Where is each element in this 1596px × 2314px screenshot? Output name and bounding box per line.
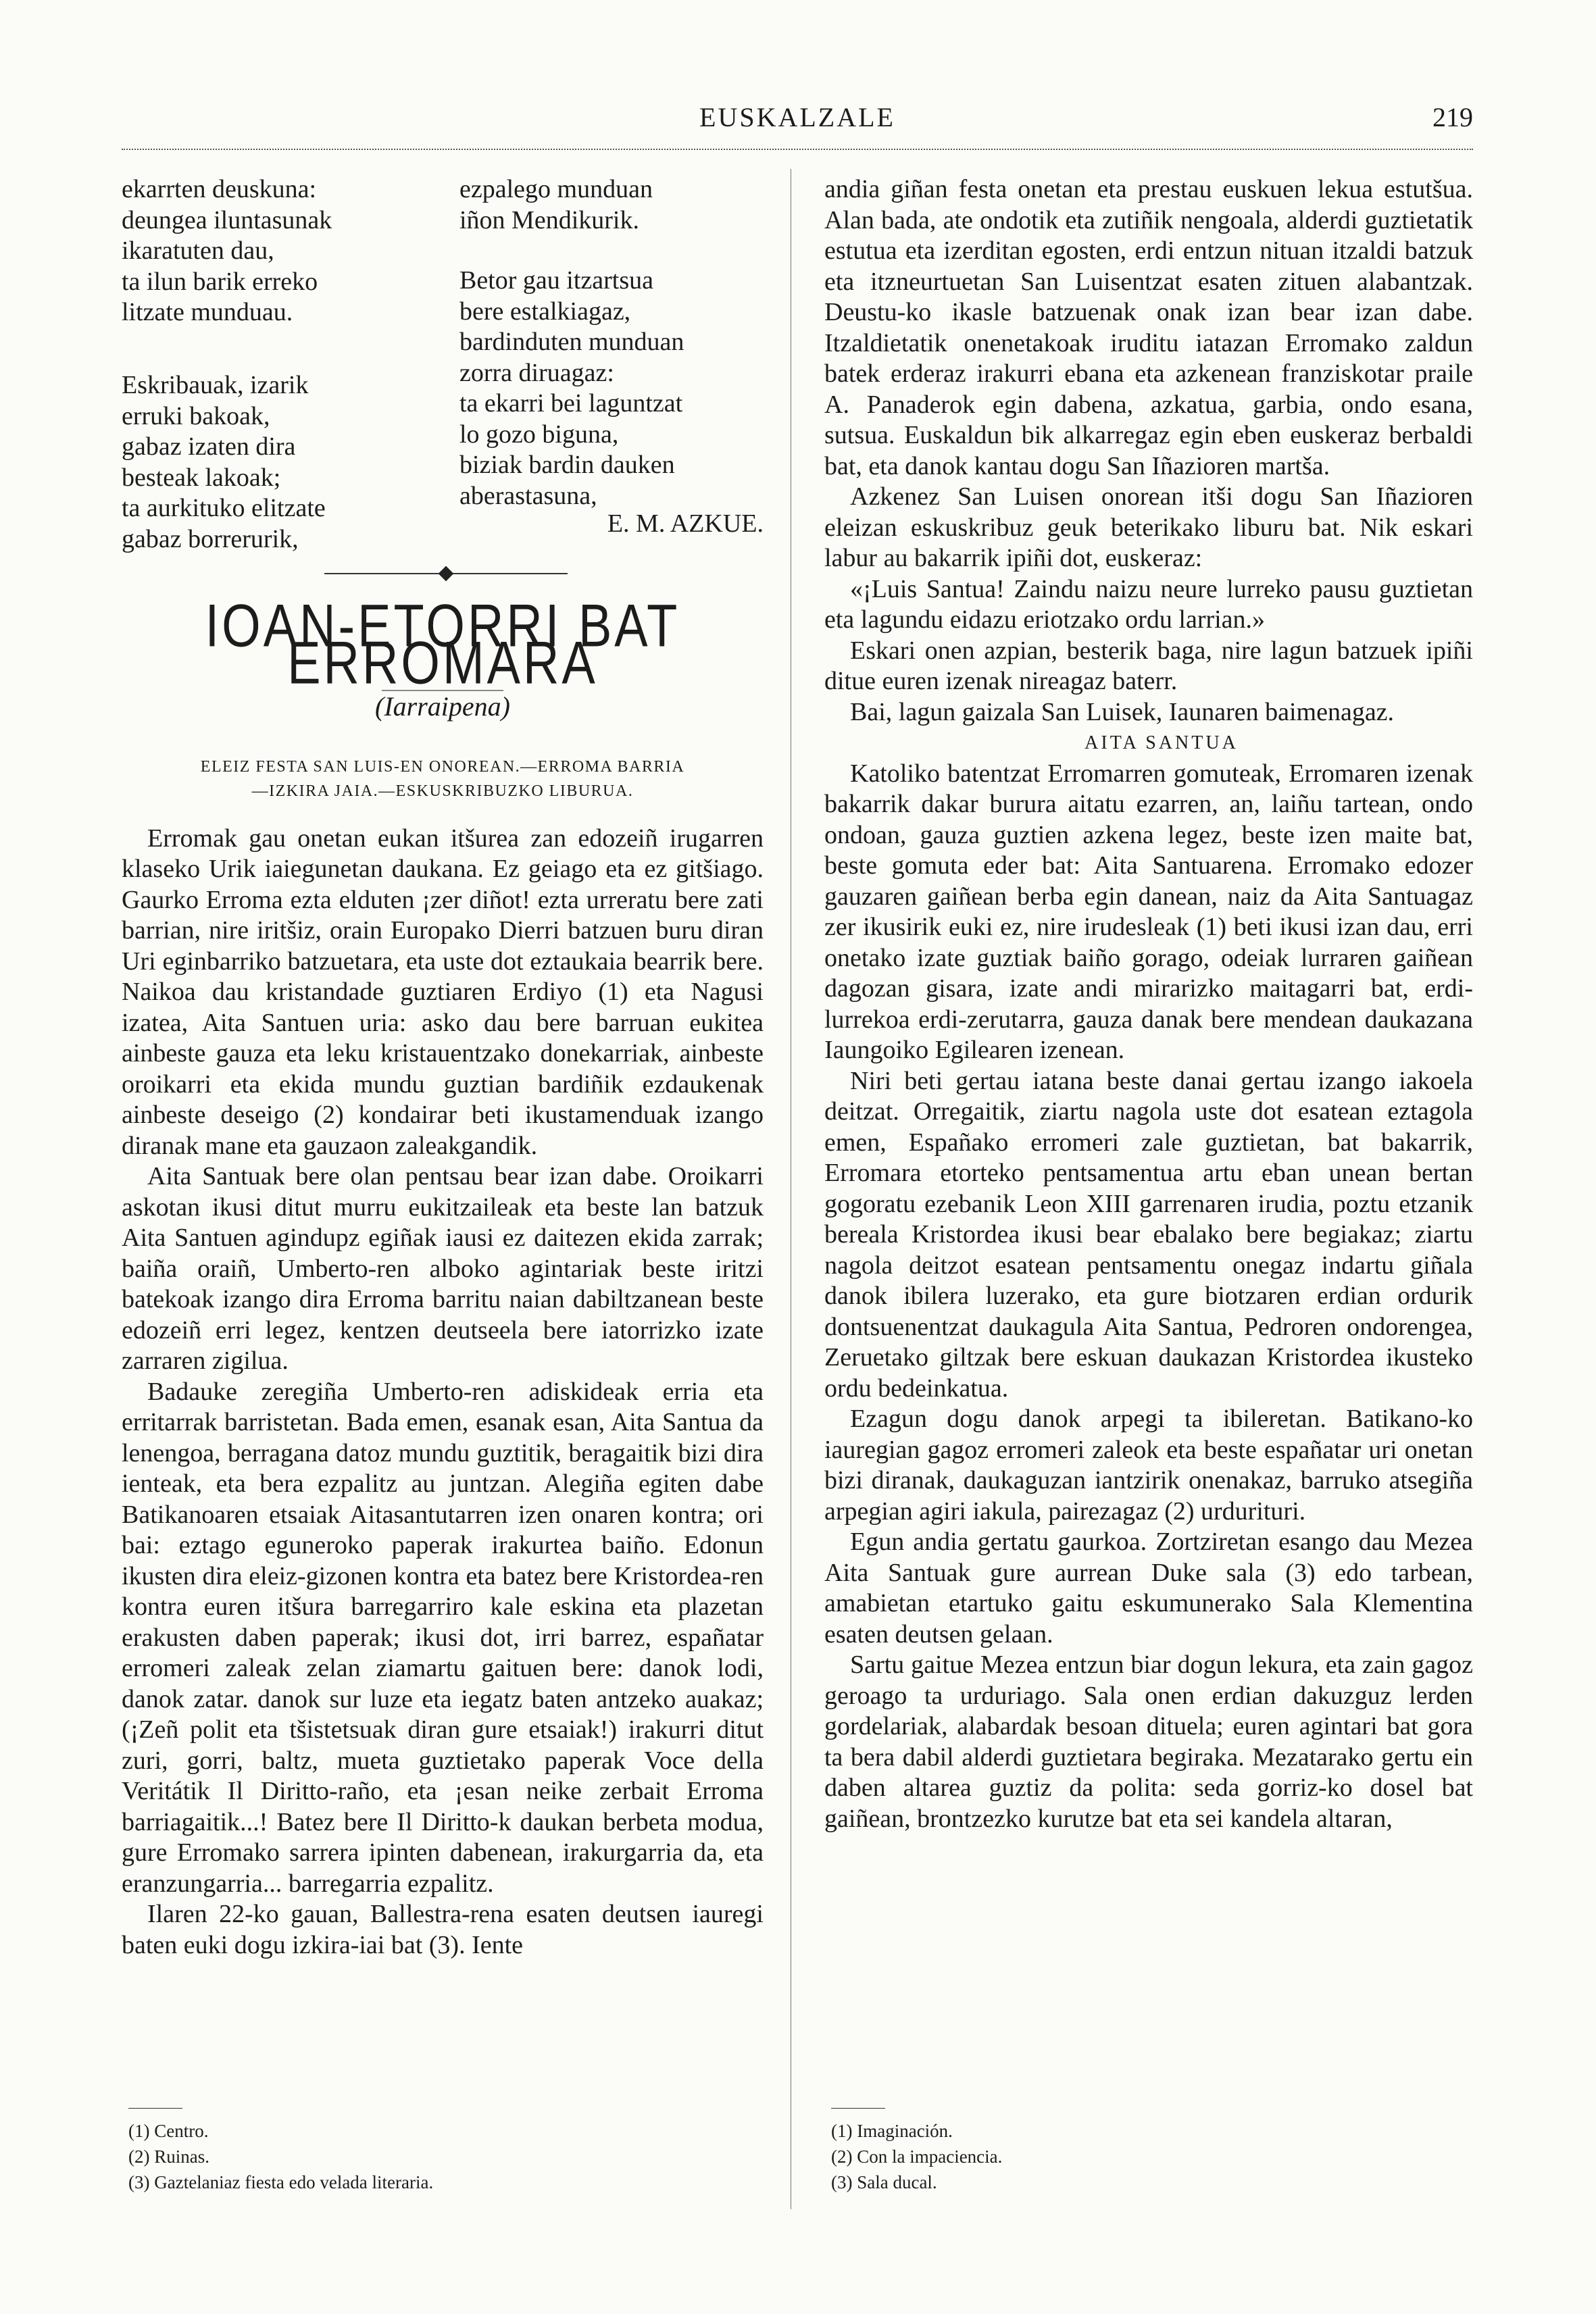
poem-line: Betor gau itzartsua — [459, 266, 654, 295]
poem-line: ta ilun barik erreko — [122, 267, 318, 296]
poem-stanza-1 — [122, 174, 426, 328]
poem-line: gabaz izaten dira — [122, 432, 296, 461]
footnotes-right — [831, 2118, 1002, 2195]
poem-line: bardinduten munduan — [459, 328, 684, 356]
paragraph: Eskari onen azpian, besterik baga, nire lagun batzuek ipiñi ditue euren izenak nireagaz baterr. — [824, 636, 1473, 695]
poem-line: ta ekarri bei laguntzat — [459, 389, 683, 418]
right-column — [824, 174, 1473, 1834]
poem-line: lo gozo biguna, — [459, 420, 619, 449]
poem-line: Eskribauak, izarik — [122, 371, 309, 399]
poem-stanza-3 — [459, 174, 764, 236]
poem-line: ekarrten deuskuna: — [122, 175, 317, 203]
paragraph: Niri beti gertau iatana beste danai gertau izango iakoela deitzat. Orregaitik, ziartu nagola uste dot esatean eztagola emen, Españako erromeri zale guztietan, bat bakarrik, Erromara etorteko pentsamentua artu eban unean bertan gogoratu ezebanik Leon XIII garrenaren irudia, poztu etzanik bereala Kristordea ikusi bear ebalako bere begiakaz; ziartu nagola deitzot esatean pentsamentu onegaz indartu giñala danok ibilera luzerako, eta gure biotzaren erdian ordurik dontsuenentzat daukagula Aita Santua, Pedroren ondorengea, Zeruetako giltzak bere eskuan daukazan Kristordea ikusteko ordu bedeinkatua. — [824, 1066, 1473, 1403]
diamond-icon — [439, 566, 454, 582]
poem-line: litzate munduau. — [122, 298, 293, 326]
paragraph: andia giñan festa onetan eta prestau euskuen lekua estutšua. Alan bada, ate ondotik eta zutiñik nengoala, alderdi guztietatik estutua eta izerditan egosten, erdi entzun nituan itzaldi batzuk eta itzneurtuetan San Luisentzat esaten zituen alabantzak. Deustu-ko ikasle batzuenak onak izan bear izan dabe. Itzaldietatik onenetakoak iruditu iatazan Erromako zaldun batek erderaz irakurri ebana eta azkenean franziskotar praile A. Panaderok egin dabena, azkatua, garbia, ondo esana, sutsua. Euskaldun bik alkarregaz egin eben euskeraz berbaldi bat, eta danok kantau dogu San Iñazioren martša. — [824, 175, 1473, 480]
header-rule — [122, 149, 1473, 150]
subheading-line: —IZKIRA JAIA.—ESKUSKRIBUZKO LIBURUA. — [251, 782, 634, 800]
footnote: (3) Sala ducal. — [831, 2172, 937, 2192]
paragraph: Erromak gau onetan eukan itšurea zan edozeiñ irugarren klaseko Urik iaiegunetan daukana. Ez geiago eta ez gitšiago. Gaurko Erroma ezta elduten ¡zer diñot! ezta urreratu bere zati barrian, nire iritšiz, orain Europako Dierri batzuen buru diran Uri eginbarriko batzuetara, eta uste dot eztaukaia bearrik bere. Naikoa dau kristandade guztiaren Erdiyo (1) eta Nagusi izatea, Aita Santuen uria: asko dau bere barruan eukitea ainbeste gauza eta leku kristauentzako donekarriak, ainbeste oroikarri eta ekida mundu guztian bardiñik ezdaukenak ainbeste deseigo (2) kondairar beti ikustamenduak izango diranak mane eta gauzaon zaleakgandik. — [122, 824, 764, 1160]
poem-line: gabaz borrerurik, — [122, 524, 299, 553]
footnote: (2) Ruinas. — [128, 2146, 209, 2167]
article-subheading — [122, 755, 764, 803]
paragraph: Egun andia gertatu gaurkoa. Zortziretan esango dau Mezea Aita Santuak gure aurrean Duke sala (3) edo tarbean, amabietan etartuko gaitu eskumunerako Sala Klementina esaten deutsen gelaan. — [824, 1528, 1473, 1649]
subheading-line: ELEIZ FESTA SAN LUIS-EN ONOREAN.—ERROMA BARRIA — [200, 757, 685, 776]
poem-line: bere estalkiagaz, — [459, 297, 631, 326]
paragraph: Azkenez San Luisen onorean itši dogu San Iñazioren eleizan eskuskribuz geuk beterikako liburu bat. Nik eskari labur au bakarrik ipiñi dot, euskeraz: — [824, 482, 1473, 572]
poem-line: zorra diruagaz: — [459, 358, 614, 387]
paragraph: Aita Santuak bere olan pentsau bear izan dabe. Oroikarri askotan ikusi ditut murru eukitzaileak eta beste lan batzuk Aita Santuen agindupz egiñak iausi ez daitezen ekida zarrak; baiña oraiñ, Umberto-ren alboko agintariak beste iritzi batekoak izango dira Erroma barritu naian dabiltzanean beste edozeiñ erri legez, kentzen deutseela bere iatorrizko izate zarraren zigilua. — [122, 1162, 764, 1375]
paragraph: Ilaren 22-ko gauan, Ballestra-rena esaten deutsen iauregi baten euki dogu izkira-iai bat (3). Iente — [122, 1900, 764, 1959]
footnote-rule-left — [128, 2108, 182, 2109]
footnote-rule-right — [831, 2108, 885, 2109]
footnotes-left — [128, 2118, 433, 2195]
paragraph: Badauke zeregiña Umberto-ren adiskideak erria eta erritarrak barristetan. Bada emen, esanak esan, Aita Santua da lenengoa, berragana datoz mundu guztitik, beragaitik bizi dira ienteak, eta bera ezpalitz au juntzan. Alegiña egiten dabe Batikanoaren etsaiak Aitasantutarren izen onaren kontra; ori bai: eztago eguneroko paperak irakurtea baiño. Edonun ikusten dira eleiz-gizonen kontra eta batez bere Kristordea-ren kontra euren itšura barregarriro kale eskina eta plazetan erakusten daben paperak; ikusi dot, irri barrez, españatar erromeri zaleak zelan ziamartu gaituen bere: danok lodi, danok zatar. danok sur luze eta iegatz baten antzeko auakaz; (¡Zeñ polit eta tšistetsuak diran gure etsaiak!) irakurri ditut zuri, gorri, baltz, mueta guztietako paperak Voce della Veritátik Il Diritto-raño, eta ¡esan neike zerbait Erroma barriagaitik...! Batez bere Il Diritto-k daukan berbeta modua, gure Erromako sarrera ipinten dabenean, irakurgarria da, eta eranzungarria... barregarria ezpalitz. — [122, 1377, 764, 1898]
paragraph: Bai, lagun gaizala San Luisek, Iaunaren baimenagaz. — [850, 697, 1395, 726]
page-header — [122, 101, 1473, 142]
paragraph: Ezagun dogu danok arpegi ta ibileretan. Batikano-ko iauregian gagoz erromeri zaleok eta beste españatar uri onetan bizi diranak, daukaguzan iantzirik onenakaz, barruko atsegiña arpegian agiri iakula, pairezagaz (2) urdurituri. — [824, 1405, 1473, 1526]
article-title: IOAN-ETORRI BAT ERROMARA — [205, 592, 680, 697]
footnote: (1) Centro. — [128, 2121, 209, 2141]
poem-line: erruki bakoak, — [122, 401, 270, 430]
footnote: (2) Con la impaciencia. — [831, 2146, 1003, 2167]
footnote: (1) Imaginación. — [831, 2121, 953, 2141]
poem-line: aberastasuna, — [459, 481, 597, 510]
poem-line: iñon Mendikurik. — [459, 205, 639, 234]
poem-line: besteak lakoak; — [122, 463, 281, 492]
poem-stanza-2 — [122, 370, 426, 555]
poem-stanza-4 — [459, 266, 764, 511]
left-column — [122, 174, 764, 1961]
article-byline: (Iarraipena) — [375, 691, 510, 722]
section-heading: AITA SANTUA — [1084, 732, 1239, 753]
paragraph: Katoliko batentzat Erromarren gomuteak, Erromaren izenak bakarrik dakar burura aitatu ezarren, an, laiñu tartean, ondo ondoan, gauza guztien azkena legez, beste izen maite bat, beste gomuta eder bat: Aita Santuarena. Erromako edozer gauzaren gaiñean berba egin danean, naiz da Aita Santuagaz zer ikusirik euki ez, nire irudesleak (1) beti ikusi izan dau, erri onetako izate guztiak baiño gorago, odeiak lurraren gaiñean dagozan gisara, izate andi mirarizko maitagarri bat, erdi-lurrekoa erdi-zerutarra, gauza danak bere mendean daukazana Iaungoiko Egilearen izenean. — [824, 759, 1473, 1064]
page-number: 219 — [1432, 102, 1473, 132]
poem-line: ezpalego munduan — [459, 175, 653, 203]
poem-signature: E. M. AZKUE. — [607, 509, 764, 538]
paragraph: «¡Luis Santua! Zaindu naizu neure lurreko pausu guztietan eta lagundu eidazu eriotzako ordu larrian.» — [824, 574, 1473, 634]
poem-block — [122, 174, 764, 553]
running-title: EUSKALZALE — [699, 102, 895, 132]
poem-line: deungea iluntasunak — [122, 205, 332, 234]
poem-line: ta aurkituko elitzate — [122, 494, 326, 522]
poem-line: biziak bardin dauken — [459, 451, 675, 479]
footnote: (3) Gaztelaniaz fiesta edo velada literaria. — [128, 2172, 434, 2192]
poem-line: ikaratuten dau, — [122, 236, 274, 265]
paragraph: Sartu gaitue Mezea entzun biar dogun lekura, eta zain gagoz geroago ta urduriago. Sala onen erdian dakuzguz lerden gordelariak, alabardak besoan dituela; euren agintari bat gora ta bera dabil alderdi guztietara begiraka. Mezatarako gertu ein daben altarea guztiz da polita: seda gorriz-ko dosel bat gaiñean, brontzezko kurutze bat eta sei kandela altaran, — [824, 1651, 1473, 1833]
